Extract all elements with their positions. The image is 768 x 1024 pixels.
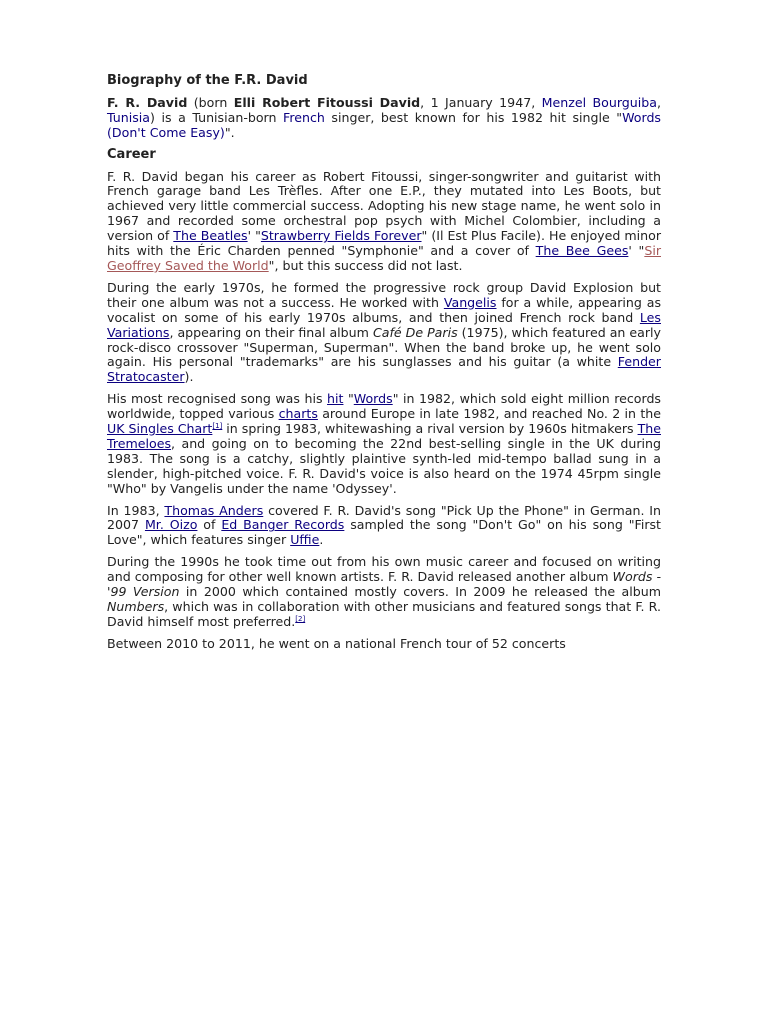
text: ". bbox=[224, 124, 235, 140]
text: ). bbox=[184, 369, 194, 385]
career-paragraph-4 bbox=[107, 504, 661, 549]
text: During the 1990s he took time out from his own music career and focused on writing and composing for other well known artists. F. R. David released another album bbox=[107, 554, 661, 585]
text: in spring 1983, whitewashing a rival version by 1960s hitmakers bbox=[222, 421, 638, 437]
link-les-variations[interactable]: Les Variations bbox=[107, 309, 661, 340]
career-paragraph-1 bbox=[107, 170, 661, 274]
text: , and going on to becoming the 22nd best-selling single in the UK during 1983. The song is a catchy, slightly plaintive synth-led mid-tempo ballad sung in a slender, high-pitched voice. F. R. David's voice is also heard on the 1974 45rpm single "Who" by Vangelis under the name 'Odyssey'. bbox=[107, 435, 661, 496]
text: , 1 January 1947, bbox=[420, 94, 542, 110]
text: " bbox=[343, 391, 354, 407]
link-words-dont-come-easy[interactable]: Words (Don't Come Easy) bbox=[107, 109, 661, 140]
career-paragraph-5 bbox=[107, 555, 661, 630]
page-title: Biography of the F.R. David bbox=[107, 73, 308, 88]
link-words[interactable]: Words bbox=[353, 391, 393, 407]
link-ed-banger-records[interactable]: Ed Banger Records bbox=[221, 517, 345, 533]
album-title: Café De Paris bbox=[372, 324, 458, 340]
link-tunisia[interactable]: Tunisia bbox=[107, 109, 151, 125]
link-uffie[interactable]: Uffie bbox=[290, 532, 320, 548]
text: F. R. David began his career as Robert Fitoussi, singer-songwriter and guitarist with French garage band Les Trèfles. After one E.P., they mutated into Les Boots, but achieved very little commercial success. Adopting his new stage name, he went solo in 1967 and recorded some orchestral pop psych with Michel Colombier, including a version of bbox=[107, 168, 661, 244]
link-sir-geoffrey-saved-the-world[interactable]: Sir Geoffrey Saved the World bbox=[107, 243, 661, 273]
text: ", but this success did not last. bbox=[268, 257, 463, 273]
link-hit[interactable]: hit bbox=[327, 391, 344, 407]
text: sampled the song "Don't Go" on his song "First Love", which features singer bbox=[107, 517, 661, 548]
birth-name: Elli Robert Fitoussi David bbox=[233, 94, 421, 110]
text: , appearing on their final album bbox=[169, 324, 373, 340]
text: His most recognised song was his bbox=[107, 391, 328, 407]
link-french[interactable]: French bbox=[283, 109, 325, 125]
link-charts[interactable]: charts bbox=[278, 406, 318, 422]
career-paragraph-3 bbox=[107, 392, 661, 496]
link-vangelis[interactable]: Vangelis bbox=[443, 294, 497, 310]
link-the-beatles[interactable]: The Beatles bbox=[173, 228, 248, 244]
link-menzel-bourguiba[interactable]: Menzel Bourguiba bbox=[541, 94, 657, 110]
text: ' " bbox=[628, 243, 645, 259]
link-uk-singles-chart[interactable]: UK Singles Chart bbox=[107, 421, 213, 437]
text: In 1983, bbox=[107, 502, 165, 518]
link-thomas-anders[interactable]: Thomas Anders bbox=[164, 502, 264, 518]
reference-1[interactable]: [1] bbox=[212, 421, 223, 430]
text: , bbox=[657, 94, 662, 110]
text: During the early 1970s, he formed the progressive rock group David Explosion but their one album was not a success. He worked with bbox=[107, 279, 661, 310]
link-the-bee-gees[interactable]: The Bee Gees bbox=[535, 243, 629, 259]
text: ) is a Tunisian-born bbox=[150, 109, 284, 125]
career-paragraph-6: Between 2010 to 2011, he went on a national French tour of 52 concerts bbox=[107, 635, 566, 651]
text: around Europe in late 1982, and reached No. 2 in the bbox=[317, 406, 661, 422]
text: " (Il Est Plus Facile). He enjoyed minor hits with the Éric Charden penned "Symphonie" and a cover of bbox=[107, 228, 661, 259]
text: (1975), which featured an early rock-disco crossover "Superman, Superman". When the band broke up, he went solo again. His personal "trademarks" are his sunglasses and his guitar (a white bbox=[107, 324, 661, 370]
link-the-tremeloes[interactable]: The Tremeloes bbox=[107, 421, 661, 451]
career-heading: Career bbox=[107, 146, 156, 162]
subject-name: F. R. David bbox=[107, 94, 188, 110]
album-title: Numbers bbox=[107, 599, 165, 614]
text: " in 1982, which sold eight million records worldwide, topped various bbox=[107, 391, 661, 422]
text: covered F. R. David's song "Pick Up the Phone" in German. In 2007 bbox=[107, 502, 661, 533]
link-strawberry-fields-forever[interactable]: Strawberry Fields Forever bbox=[260, 228, 422, 244]
career-paragraph-2 bbox=[107, 281, 661, 385]
intro-paragraph bbox=[107, 96, 661, 141]
document-page bbox=[107, 74, 661, 659]
text: ' " bbox=[247, 228, 261, 244]
text: . bbox=[319, 532, 324, 548]
link-mr-oizo[interactable]: Mr. Oizo bbox=[144, 517, 198, 533]
text: in 2000 which contained mostly covers. In 2009 he released the album bbox=[179, 584, 661, 600]
text: (born bbox=[187, 94, 234, 110]
text: singer, best known for his 1982 hit single " bbox=[324, 109, 623, 125]
album-title: Words - '99 Version bbox=[107, 569, 661, 600]
text: for a while, appearing as vocalist on some of his early 1970s albums, and then joined French rock band bbox=[107, 294, 662, 325]
reference-2[interactable]: [2] bbox=[295, 614, 306, 623]
link-fender-stratocaster[interactable]: Fender Stratocaster bbox=[107, 354, 661, 385]
text: , which was in collaboration with other musicians and featured songs that F. R. David himself most preferred. bbox=[107, 599, 661, 629]
text: of bbox=[197, 517, 222, 533]
